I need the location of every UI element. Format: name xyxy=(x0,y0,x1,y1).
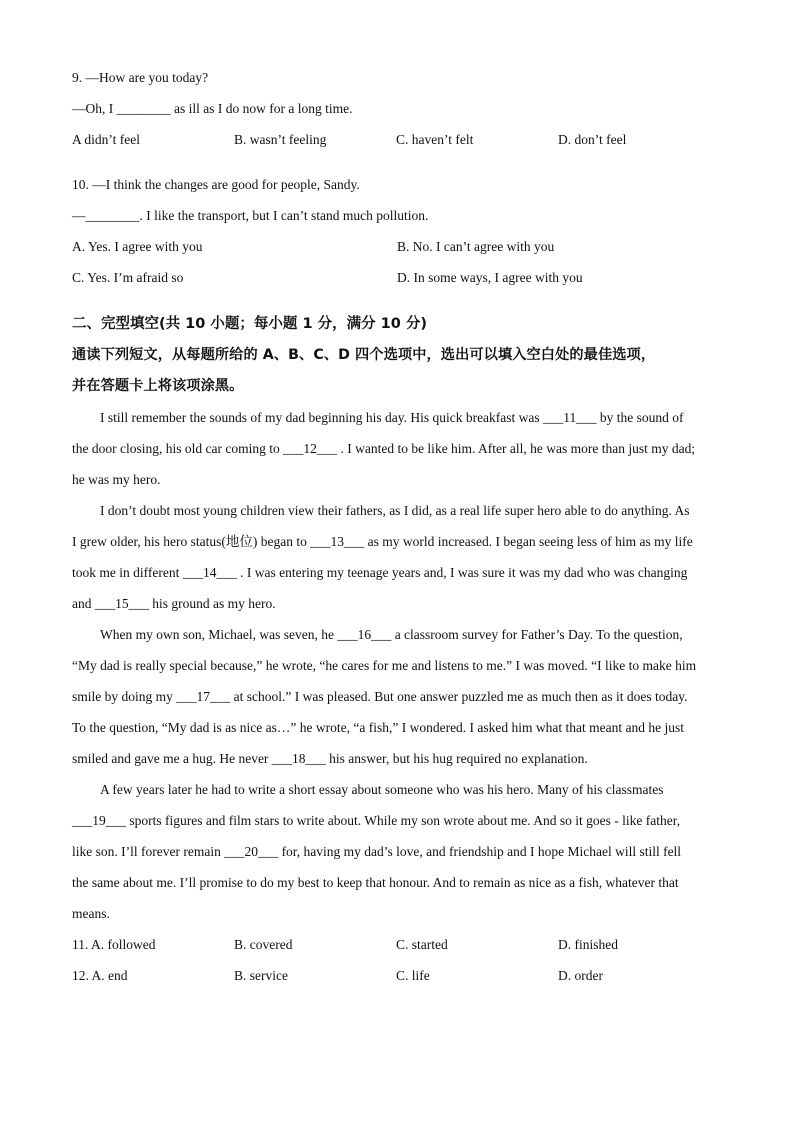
passage-line: To the question, “My dad is as nice as…” he wrote, “a fish,” I wondered. I asked him what that meant and he just xyxy=(72,720,685,735)
section-heading: 二、完型填空(共 10 小题；每小题 1 分，满分 10 分) xyxy=(72,316,427,332)
passage-line: the same about me. I’ll promise to do my best to keep that honour. And to remain as nice as a fish, whatever that xyxy=(72,875,679,890)
section-2 xyxy=(72,309,722,402)
option-b: B. service xyxy=(234,968,288,983)
passage-paragraph-1 xyxy=(72,402,722,495)
passage-line: like son. I’ll forever remain ___20___ for, having my dad’s love, and friendship and I hope Michael will still fell xyxy=(72,844,682,859)
passage-line: he was my hero. xyxy=(72,472,161,487)
passage-paragraph-4 xyxy=(72,774,722,929)
section-instruction: 并在答题卡上将该项涂黑。 xyxy=(72,378,244,394)
question-text: 9. —How are you today? xyxy=(72,70,209,85)
question-9 xyxy=(72,62,722,155)
passage-line: ___19___ sports figures and film stars to write about. While my son wrote about me. And so it goes - like father, xyxy=(72,813,681,828)
passage-paragraph-2 xyxy=(72,495,722,619)
passage-line: When my own son, Michael, was seven, he ___16___ a classroom survey for Father’s Day. To the question, xyxy=(100,627,683,642)
passage-paragraph-3 xyxy=(72,619,722,774)
question-text: 10. —I think the changes are good for people, Sandy. xyxy=(72,177,360,192)
option-d: D. In some ways, I agree with you xyxy=(397,270,583,285)
option-c: C. haven’t felt xyxy=(396,132,474,147)
option-a: 11. A. followed xyxy=(72,937,156,952)
option-a: A. Yes. I agree with you xyxy=(72,239,203,254)
options-row xyxy=(72,262,722,293)
option-b: B. wasn’t feeling xyxy=(234,132,327,147)
option-c: C. life xyxy=(396,968,430,983)
option-d: D. order xyxy=(558,968,603,983)
question-12-options xyxy=(72,960,722,991)
passage-line: “My dad is really special because,” he wrote, “he cares for me and listens to me.” I was moved. “I like to make him xyxy=(72,658,697,673)
option-c: C. Yes. I’m afraid so xyxy=(72,270,184,285)
passage-line: and ___15___ his ground as my hero. xyxy=(72,596,276,611)
passage-line: I still remember the sounds of my dad beginning his day. His quick breakfast was ___11___ by the sound of xyxy=(100,410,684,425)
option-c: C. started xyxy=(396,937,448,952)
passage-line: smile by doing my ___17___ at school.” I was pleased. But one answer puzzled me as much then as it does today. xyxy=(72,689,688,704)
passage-line: took me in different ___14___ . I was entering my teenage years and, I was sure it was my dad who was changing xyxy=(72,565,688,580)
option-d: D. don’t feel xyxy=(558,132,627,147)
option-a: A didn’t feel xyxy=(72,132,140,147)
passage-line: smiled and gave me a hug. He never ___18___ his answer, but his hug required no explanation. xyxy=(72,751,588,766)
option-b: B. No. I can’t agree with you xyxy=(397,239,555,254)
exam-page xyxy=(72,62,722,991)
answer-line: —________. I like the transport, but I can’t stand much pollution. xyxy=(72,208,429,223)
option-a: 12. A. end xyxy=(72,968,128,983)
question-10 xyxy=(72,169,722,293)
option-d: D. finished xyxy=(558,937,618,952)
answer-line: —Oh, I ________ as ill as I do now for a long time. xyxy=(72,101,353,116)
passage-line: A few years later he had to write a short essay about someone who was his hero. Many of his classmates xyxy=(100,782,664,797)
passage-line: means. xyxy=(72,906,110,921)
question-11-options xyxy=(72,929,722,960)
passage-line: I grew older, his hero status(地位) began to ___13___ as my world increased. I began seeing less of him as my life xyxy=(72,534,693,549)
option-b: B. covered xyxy=(234,937,293,952)
options-row xyxy=(72,231,722,262)
options-row xyxy=(72,124,722,155)
passage-line: the door closing, his old car coming to ___12___ . I wanted to be like him. After all, he was more than just my dad; xyxy=(72,441,696,456)
spacer xyxy=(72,293,722,309)
section-instruction: 通读下列短文，从每题所给的 A、B、C、D 四个选项中，选出可以填入空白处的最佳选项， xyxy=(72,347,656,363)
passage-line: I don’t doubt most young children view their fathers, as I did, as a real life super hero able to do anything. As xyxy=(100,503,690,518)
spacer xyxy=(72,155,722,169)
